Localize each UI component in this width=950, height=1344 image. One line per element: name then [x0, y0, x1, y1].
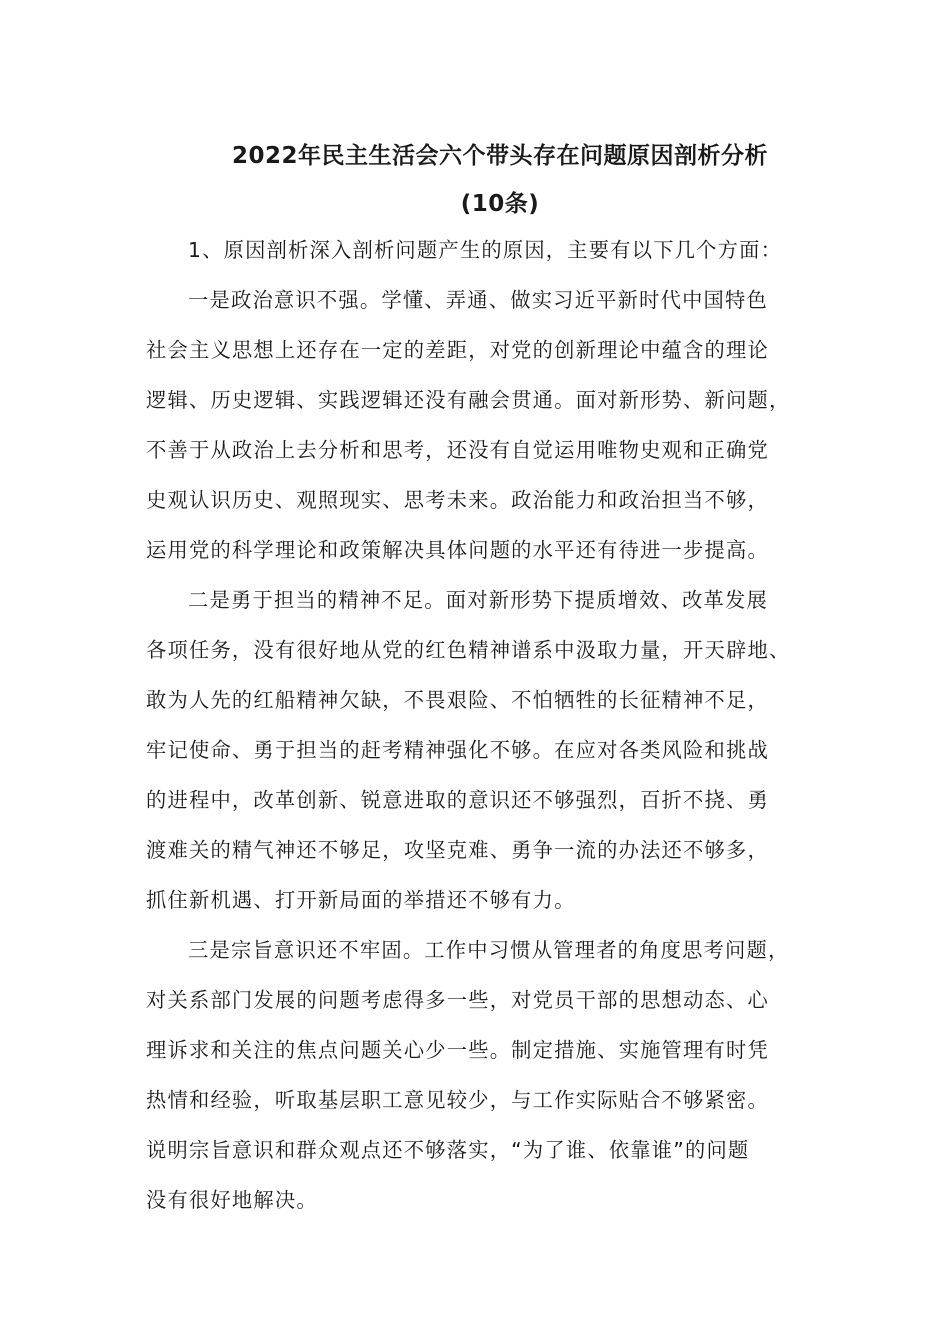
text-line: 1、原因剖析深入剖析问题产生的原因，主要有以下几个方面：: [188, 238, 783, 262]
text-line: 社会主义思想上还存在一定的差距，对党的创新理论中蕴含的理论: [146, 338, 769, 362]
text-line: 敢为人先的红船精神欠缺，不畏艰险、不怕牺牲的长征精神不足，: [146, 688, 769, 712]
text-line: 一是政治意识不强。学懂、弄通、做实习近平新时代中国特色: [188, 288, 768, 312]
document-title: 2022年民主生活会六个带头存在问题原因剖析分析: [231, 143, 768, 169]
text-line: 不善于从政治上去分析和思考，还没有自觉运用唯物史观和正确党: [146, 438, 769, 462]
text-line: 各项任务，没有很好地从党的红色精神谱系中汲取力量，开天辟地、: [146, 638, 791, 662]
text-line: 逻辑、历史逻辑、实践逻辑还没有融会贯通。面对新形势、新问题，: [146, 388, 791, 412]
text-line: 对关系部门发展的问题考虑得多一些，对党员干部的思想动态、心: [146, 988, 769, 1012]
text-line: 说明宗旨意识和群众观点还不够落实，“为了谁、依靠谁”的问题: [146, 1138, 750, 1162]
text-line: 理诉求和关注的焦点问题关心少一些。制定措施、实施管理有时凭: [146, 1038, 769, 1062]
text-line: 没有很好地解决。: [146, 1188, 318, 1212]
text-line: 牢记使命、勇于担当的赶考精神强化不够。在应对各类风险和挑战: [146, 738, 769, 762]
text-line: 热情和经验，听取基层职工意见较少，与工作实际贴合不够紧密。: [146, 1088, 769, 1112]
text-line: 史观认识历史、观照现实、思考未来。政治能力和政治担当不够，: [146, 488, 769, 512]
text-line: 渡难关的精气神还不够足，攻坚克难、勇争一流的办法还不够多，: [146, 838, 769, 862]
text-line: 抓住新机遇、打开新局面的举措还不够有力。: [146, 888, 576, 912]
text-line: 的进程中，改革创新、锐意进取的意识还不够强烈，百折不挠、勇: [146, 788, 769, 812]
text-line: 三是宗旨意识还不牢固。工作中习惯从管理者的角度思考问题，: [188, 938, 790, 962]
text-line: 二是勇于担当的精神不足。面对新形势下提质增效、改革发展: [188, 588, 768, 612]
text-line: 运用党的科学理论和政策解决具体问题的水平还有待进一步提高。: [146, 538, 769, 562]
document-subtitle: (10条): [460, 191, 540, 217]
